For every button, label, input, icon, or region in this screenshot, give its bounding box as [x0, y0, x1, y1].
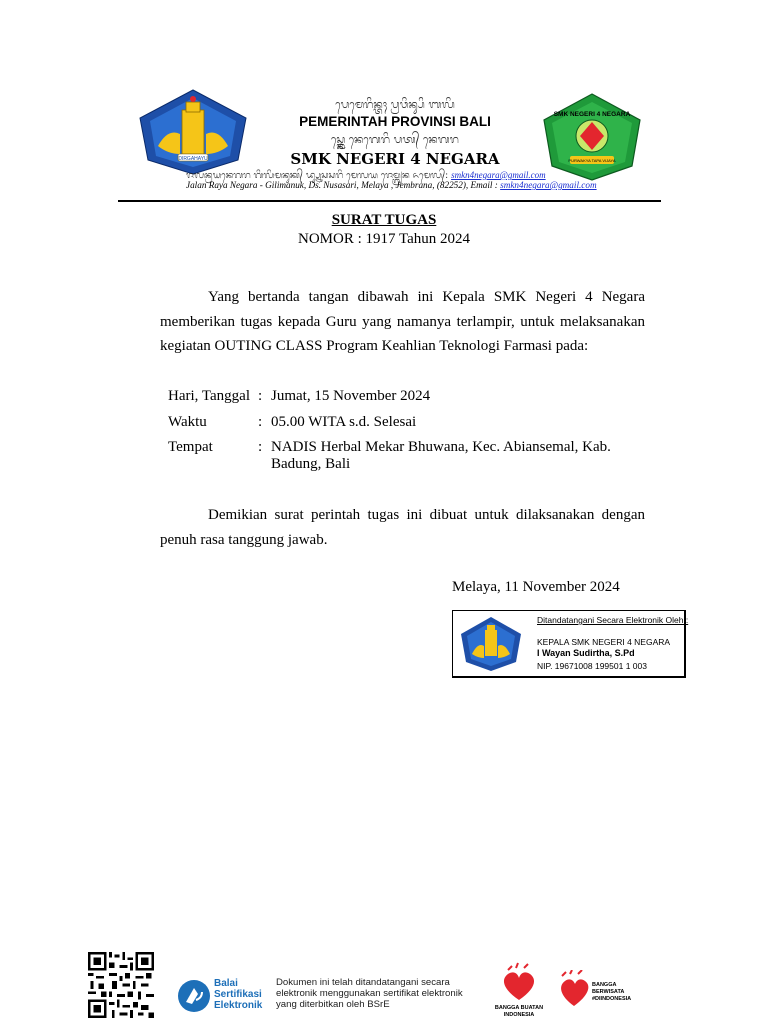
document-title: SURAT TUGAS	[331, 212, 437, 228]
esign-notice-line-1: Dokumen ini telah ditandatangani secara	[276, 977, 450, 988]
bsre-line-3: Elektronik	[214, 1000, 263, 1011]
intro-text: Yang bertanda tangan dibawah ini Kepala SMK Negeri 4 Negara memberikan tugas kepada Guru yang namanya terlampir, untuk melaksanakan kegiatan OUTING CLASS Program Keahlian Teknologi Farmasi pada:	[160, 289, 645, 354]
qr-code[interactable]	[88, 952, 154, 1018]
place-date: Melaya, 11 November 2024	[452, 579, 620, 595]
script-email-link[interactable]: smkn4negara@gmail.com	[451, 170, 546, 180]
address-text: Jalan Raya Negara - Gilimanuk, Ds. Nusasari, Melaya , Jembrana, (82252), Email :	[186, 180, 498, 190]
bbwi-line-3: #DIINDONESIA	[592, 996, 632, 1002]
signer-position: KEPALA SMK NEGERI 4 NEGARA	[537, 637, 671, 647]
bbwi-line-2: BERWISATA	[592, 989, 625, 995]
bbi-line-2: INDONESIA	[503, 1012, 535, 1018]
esign-notice	[276, 977, 506, 1010]
signer-name: I Wayan Sudirtha, S.Pd	[537, 648, 635, 658]
letterhead-government: PEMERINTAH PROVINSI BALI	[299, 114, 491, 129]
emblem-text: DIRGAHAYU	[178, 156, 208, 162]
esign-notice-line-2: elektronik menggunakan sertifikat elektronik	[276, 988, 463, 999]
detail-colon-date: :	[258, 388, 263, 404]
bsre-line-1: Balai	[214, 978, 238, 989]
bbwi-line-1: BANGGA	[592, 982, 617, 988]
script-address-text: ᬚᬮᬦ᭄ᬭᬬᬦᬾᬕᬭ ᬕᬶᬮᬶᬫᬦᬸᬓ᭄ ᬤ᭄ᬲ᭄ᬦᬸᬲᬲᬭᬶ ᬫᬾᬮᬬ ᬚᬾᬫ᭄ᬩ᭄ᬭᬦ ᬏᬫᬾᬮ᭄:	[186, 171, 449, 181]
bsre-name	[214, 978, 262, 1011]
closing-paragraph	[160, 503, 645, 552]
detail-value-place: NADIS Herbal Mekar Bhuwana, Kec. Abiansemal, Kab. Badung, Bali	[271, 439, 611, 472]
email-link[interactable]: smkn4negara@gmail.com	[500, 180, 597, 190]
school-logo-text: SMK NEGERI 4 NEGARA	[553, 111, 631, 118]
detail-value-time: 05.00 WITA s.d. Selesai	[271, 414, 417, 430]
letterhead-script-line-2: ᬲ᭄ᬫ᭄ᬓᬾ ᬦᬾᬕᬾᬭᬶ ᬧᬢ᭄ ᬦᬾᬕᬭ	[331, 133, 459, 146]
school-logo-motto: PURWAKYA TAPA VIJAYA	[568, 158, 616, 163]
signer-nip: NIP. 19671008 199501 1 003	[537, 661, 647, 671]
bali-province-emblem	[138, 88, 248, 176]
esign-notice-line-3: yang diterbitkan oleh BSrE	[276, 999, 390, 1010]
letterhead-divider	[118, 200, 661, 202]
closing-text: Demikian surat perintah tugas ini dibuat untuk dilaksanakan dengan penuh rasa tanggung jawab.	[160, 507, 645, 548]
letterhead-script-line-1: ᬧᬾᬫᬾᬭᬶᬦ᭄ᬢᬄ ᬧ᭄ᬭᬯᬶᬦ᭄ᬲᬶ ᬩᬮᬶ	[335, 98, 455, 111]
bsre-logo-icon	[176, 978, 212, 1014]
detail-label-time: Waktu	[168, 414, 207, 430]
school-logo	[540, 92, 644, 182]
bangga-berwisata-logo	[556, 970, 632, 1012]
letterhead-school-name: SMK NEGERI 4 NEGARA	[290, 150, 500, 168]
bsre-line-2: Sertifikasi	[214, 989, 262, 1000]
detail-colon-place: :	[258, 439, 263, 455]
detail-label-place: Tempat	[168, 439, 213, 455]
intro-paragraph	[160, 285, 645, 359]
bangga-buatan-indonesia-logo	[494, 962, 544, 1020]
document-number: NOMOR : 1917 Tahun 2024	[297, 231, 470, 247]
signature-emblem	[460, 616, 522, 672]
signature-heading: Ditandatangani Secara Elektronik Oleh :	[537, 615, 689, 625]
detail-value-date: Jumat, 15 November 2024	[271, 388, 431, 404]
bbi-line-1: BANGGA BUATAN	[494, 1005, 544, 1011]
detail-colon-time: :	[258, 414, 263, 430]
detail-label-date: Hari, Tanggal	[168, 388, 250, 404]
